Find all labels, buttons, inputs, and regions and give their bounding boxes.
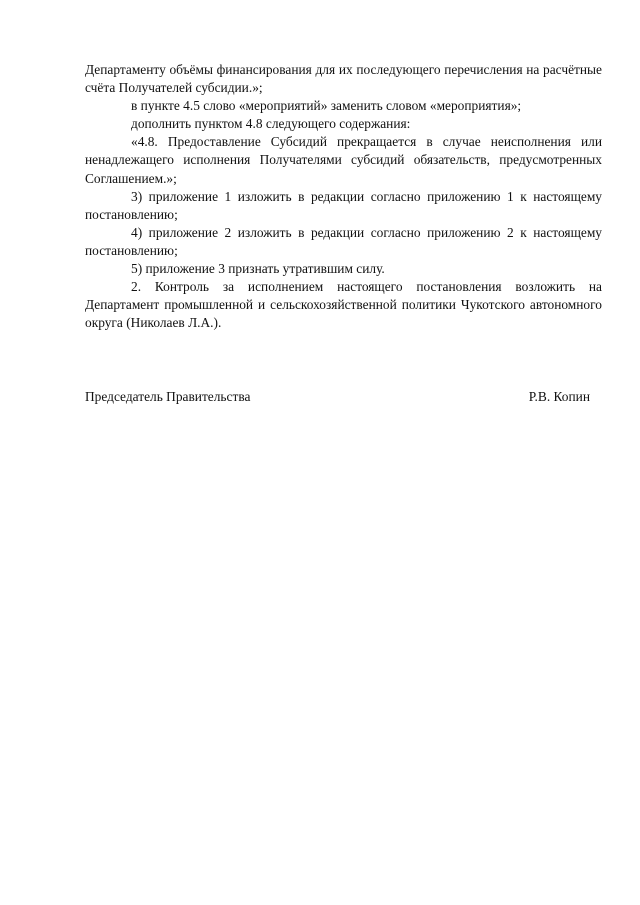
paragraph-appendix-1: 3) приложение 1 изложить в редакции согласно приложению 1 к настоящему постановлению; xyxy=(85,188,602,222)
paragraph-item-4-5: в пункте 4.5 слово «мероприятий» заменить словом «мероприятия»; xyxy=(131,98,522,114)
paragraph-item-4-8-text: «4.8. Предоставление Субсидий прекращается в случае неисполнения или ненадлежащего исполнения Получателями субсидий обязательств, предусмотренных Соглашением.»; xyxy=(85,134,602,186)
paragraph-continuation: Департаменту объёмы финансирования для их последующего перечисления на расчётные счёта Получателей субсидии.»; xyxy=(85,62,602,96)
signatory-name: Р.В. Копин xyxy=(528,389,590,404)
document-body xyxy=(85,61,602,332)
signature-block xyxy=(85,388,590,406)
paragraph-add-item-4-8: дополнить пунктом 4.8 следующего содержания: xyxy=(131,116,411,132)
paragraph-control: 2. Контроль за исполнением настоящего постановления возложить на Департамент промышленной и сельскохозяйственной политики Чукотского автономного округа (Николаев Л.А.). xyxy=(85,279,602,331)
paragraph-appendix-3: 5) приложение 3 признать утратившим силу. xyxy=(131,261,385,277)
signatory-position: Председатель Правительства xyxy=(85,389,251,404)
paragraph-appendix-2: 4) приложение 2 изложить в редакции согласно приложению 2 к настоящему постановлению; xyxy=(85,224,602,258)
